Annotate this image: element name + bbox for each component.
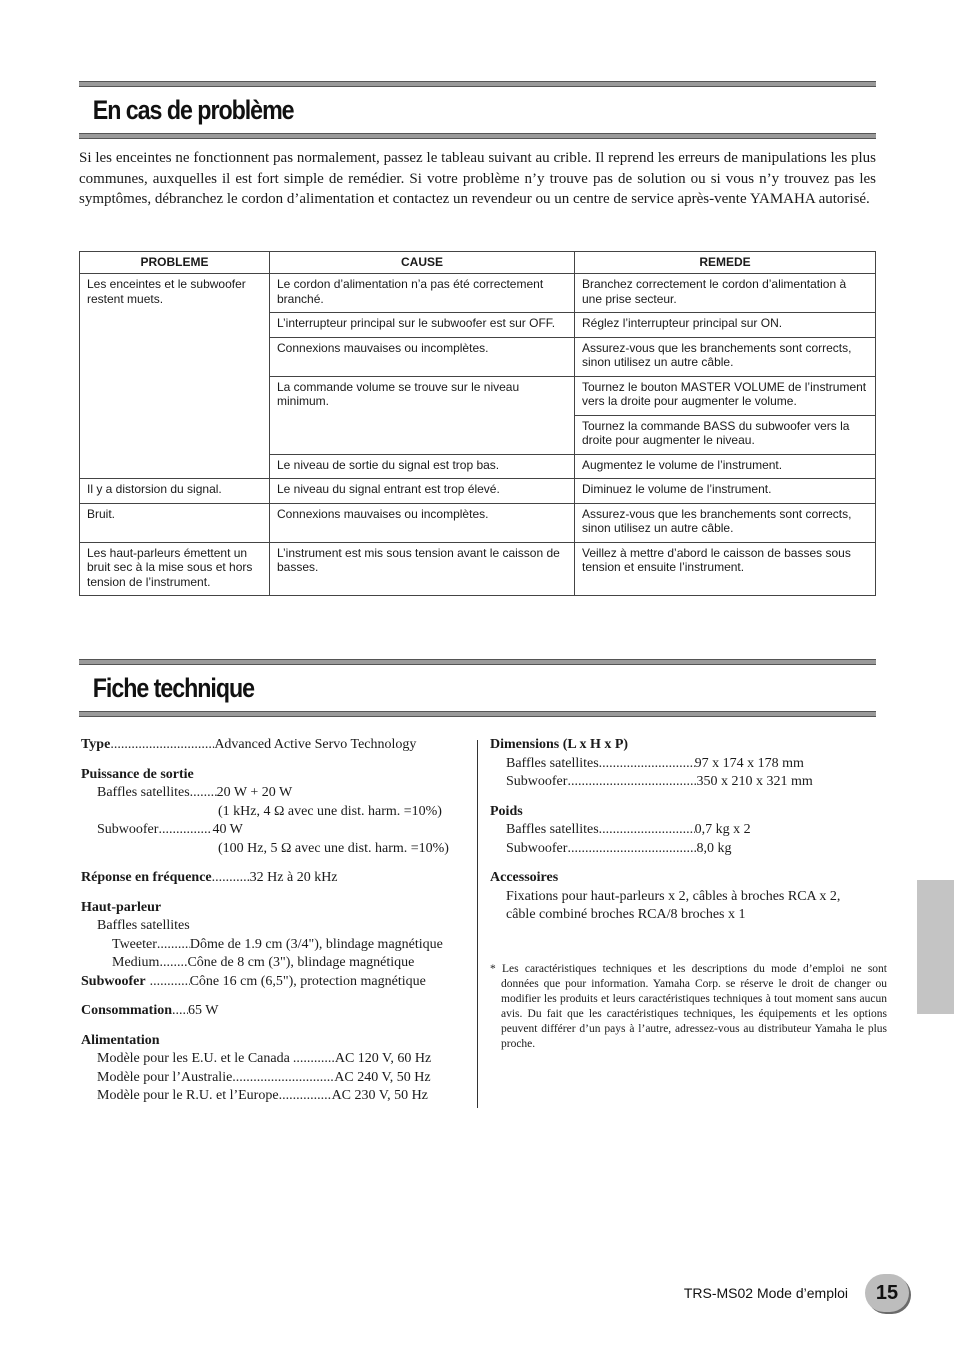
problem-cell: Les enceintes et le subwoofer restent muets. — [80, 274, 270, 479]
cause-cell: La commande volume se trouve sur le niveau minimum. — [270, 376, 575, 454]
spec-label: Consommation — [81, 1003, 173, 1018]
spec-value: Fixations pour haut-parleurs x 2, câbles à broches RCA x 2, câble combiné broches RCA/8 broches x 1 — [506, 888, 841, 922]
spec-value: Dôme de 1.9 cm (3/4"), blindage magnétique — [189, 936, 443, 952]
spec-label: Réponse en fréquence — [81, 870, 212, 885]
spec-consumption — [81, 1002, 466, 1021]
cause-cell: Le niveau du signal entrant est trop élevé. — [270, 479, 575, 504]
spec-line — [81, 954, 466, 973]
page-number: 15 — [865, 1274, 909, 1312]
specs-header — [79, 659, 876, 717]
table-row — [80, 274, 876, 313]
spec-value: 8,0 kg — [696, 840, 732, 856]
spec-value: 65 W — [188, 1003, 219, 1018]
remedy-cell: Augmentez le volume de l’instrument. — [575, 454, 876, 479]
spec-power — [81, 766, 466, 859]
dot-leader — [599, 821, 695, 840]
problem-cell: Il y a distorsion du signal. — [80, 479, 270, 504]
specs-disclaimer: * Les caractéristiques techniques et les descriptions du mode d’emploi ne sont données que pour information. Yamaha Corp. se réserve le droit de changer ou modifier les produits et leurs caractéristiques techniques à tout moment sans aucun avis. Du fait que les caractéristiques techniques, les équipements et les options peuvent différer d’un pays à l’autre, adressez-vous au distributeur Yamaha le plus proche. — [490, 963, 887, 1050]
cause-cell: Connexions mauvaises ou incomplètes. — [270, 503, 575, 542]
dot-leader — [290, 1050, 335, 1069]
spec-value: AC 120 V, 60 Hz — [334, 1051, 432, 1066]
header-remede: REMEDE — [575, 252, 876, 274]
spec-line — [490, 840, 876, 859]
table-row — [80, 503, 876, 542]
dot-leader — [212, 869, 250, 888]
table-row — [80, 542, 876, 596]
problem-cell: Les haut-parleurs émettent un bruit sec à la mise sous et hors tension de l’instrument. — [80, 542, 270, 596]
cause-cell: Connexions mauvaises ou incomplètes. — [270, 337, 575, 376]
spec-line — [81, 936, 466, 955]
header-rule-bottom — [79, 133, 876, 139]
dot-leader — [158, 821, 212, 840]
spec-speaker — [81, 899, 466, 992]
spec-sublabel: Baffles satellites — [506, 755, 599, 771]
remedy-cell: Tournez le bouton MASTER VOLUME de l’instrument vers la droite pour augmenter le volume. — [575, 376, 876, 415]
spec-sublabel: Modèle pour l’Australie — [97, 1069, 233, 1085]
spec-value: 350 x 210 x 321 mm — [696, 774, 813, 789]
spec-weight — [490, 803, 876, 859]
specs-left-column — [81, 736, 466, 1117]
remedy-cell: Veillez à mettre d’abord le caisson de basses sous tension et ensuite l’instrument. — [575, 542, 876, 596]
header-probleme: PROBLEME — [80, 252, 270, 274]
remedy-cell: Branchez correctement le cordon d’alimentation à une prise secteur. — [575, 274, 876, 313]
column-divider — [477, 740, 478, 1108]
spec-line — [490, 755, 876, 774]
dot-leader — [157, 936, 190, 955]
spec-line — [81, 1050, 466, 1069]
spec-note: (1 kHz, 4 Ω avec une dist. harm. =10%) — [218, 803, 442, 819]
spec-value: 0,7 kg x 2 — [694, 822, 751, 837]
spec-sublabel: Subwoofer — [506, 840, 568, 856]
dot-leader — [190, 784, 217, 803]
spec-label: Haut-parleur — [81, 899, 162, 915]
spec-sublabel: Modèle pour les E.U. et le Canada — [97, 1051, 290, 1066]
table-header-row — [80, 252, 876, 274]
dot-leader — [146, 973, 190, 992]
spec-value: 97 x 174 x 178 mm — [694, 755, 804, 771]
side-tab — [917, 880, 954, 1014]
spec-value: AC 240 V, 50 Hz — [334, 1069, 431, 1085]
spec-type — [81, 736, 466, 755]
spec-label: Poids — [490, 803, 523, 819]
header-rule-bottom — [79, 711, 876, 717]
spec-line — [490, 773, 876, 792]
troubleshooting-title: En cas de problème — [92, 95, 294, 125]
troubleshooting-header — [79, 81, 876, 139]
spec-value: 40 W — [212, 822, 243, 837]
remedy-cell: Assurez-vous que les branchements sont corrects, sinon utilisez un autre câble. — [575, 503, 876, 542]
troubleshooting-table — [79, 251, 876, 596]
remedy-cell: Tournez la commande BASS du subwoofer vers la droite pour augmenter le niveau. — [575, 415, 876, 454]
spec-line — [81, 1069, 466, 1088]
spec-sublabel: Baffles satellites — [97, 918, 190, 933]
spec-line — [81, 973, 466, 992]
spec-sublabel: Modèle pour le R.U. et l’Europe — [97, 1088, 279, 1103]
spec-label: Puissance de sortie — [81, 766, 194, 782]
spec-value: Advanced Active Servo Technology — [214, 737, 417, 752]
spec-dimensions — [490, 736, 876, 792]
dot-leader — [599, 755, 695, 774]
spec-line — [490, 821, 876, 840]
spec-value: 32 Hz à 20 kHz — [249, 870, 338, 885]
spec-accessories — [490, 869, 876, 925]
troubleshooting-intro: Si les enceintes ne fonctionnent pas normalement, passez le tableau suivant au crible. Il reprend les erreurs de manipulations les plus communes, auxquelles il est fort simple de remédier. Si votre problème n’y trouve pas de solution ou si vous n’y trouvez pas les symptômes, débranchez le cordon d’alimentation et contactez un revendeur ou un centre de service après-vente YAMAHA autorisé. — [79, 150, 876, 207]
spec-line — [81, 821, 466, 840]
spec-label: Type — [81, 737, 111, 752]
dot-leader — [279, 1087, 332, 1106]
cause-cell: L’instrument est mis sous tension avant le caisson de basses. — [270, 542, 575, 596]
spec-sublabel: Subwoofer — [81, 973, 146, 989]
spec-value: Cône de 8 cm (3"), blindage magnétique — [187, 955, 415, 970]
spec-sublabel: Subwoofer — [506, 774, 568, 789]
spec-label: Accessoires — [490, 870, 559, 885]
spec-label: Dimensions (L x H x P) — [490, 737, 629, 752]
spec-sublabel: Tweeter — [112, 936, 157, 952]
dot-leader — [172, 1002, 188, 1021]
spec-value: 20 W + 20 W — [216, 785, 293, 800]
spec-value: AC 230 V, 50 Hz — [331, 1088, 428, 1103]
cause-cell: L’interrupteur principal sur le subwoofer est sur OFF. — [270, 313, 575, 338]
specs-right-column — [490, 736, 876, 936]
remedy-cell: Réglez l’interrupteur principal sur ON. — [575, 313, 876, 338]
spec-value: Cône 16 cm (6,5"), protection magnétique — [189, 973, 426, 989]
cause-cell: Le niveau de sortie du signal est trop bas. — [270, 454, 575, 479]
header-cause: CAUSE — [270, 252, 575, 274]
dot-leader — [567, 773, 696, 792]
dot-leader — [159, 954, 187, 973]
cause-cell: Le cordon d’alimentation n’a pas été correctement branché. — [270, 274, 575, 313]
spec-sublabel: Subwoofer — [97, 822, 159, 837]
problem-cell: Bruit. — [80, 503, 270, 542]
specs-title: Fiche technique — [92, 673, 255, 703]
dot-leader — [232, 1069, 334, 1088]
spec-sublabel: Medium — [112, 955, 160, 970]
spec-line — [81, 1087, 466, 1106]
spec-sublabel: Baffles satellites — [97, 785, 190, 800]
spec-supply — [81, 1032, 466, 1106]
spec-frequency — [81, 869, 466, 888]
table-row — [80, 479, 876, 504]
spec-sublabel: Baffles satellites — [506, 822, 599, 837]
remedy-cell: Diminuez le volume de l’instrument. — [575, 479, 876, 504]
spec-line — [81, 784, 466, 803]
spec-note: (100 Hz, 5 Ω avec une dist. harm. =10%) — [218, 840, 449, 856]
dot-leader — [110, 736, 214, 755]
spec-label: Alimentation — [81, 1032, 160, 1048]
remedy-cell: Assurez-vous que les branchements sont corrects, sinon utilisez un autre câble. — [575, 337, 876, 376]
dot-leader — [567, 840, 696, 859]
footer-manual-title: TRS-MS02 Mode d’emploi — [683, 1285, 848, 1301]
